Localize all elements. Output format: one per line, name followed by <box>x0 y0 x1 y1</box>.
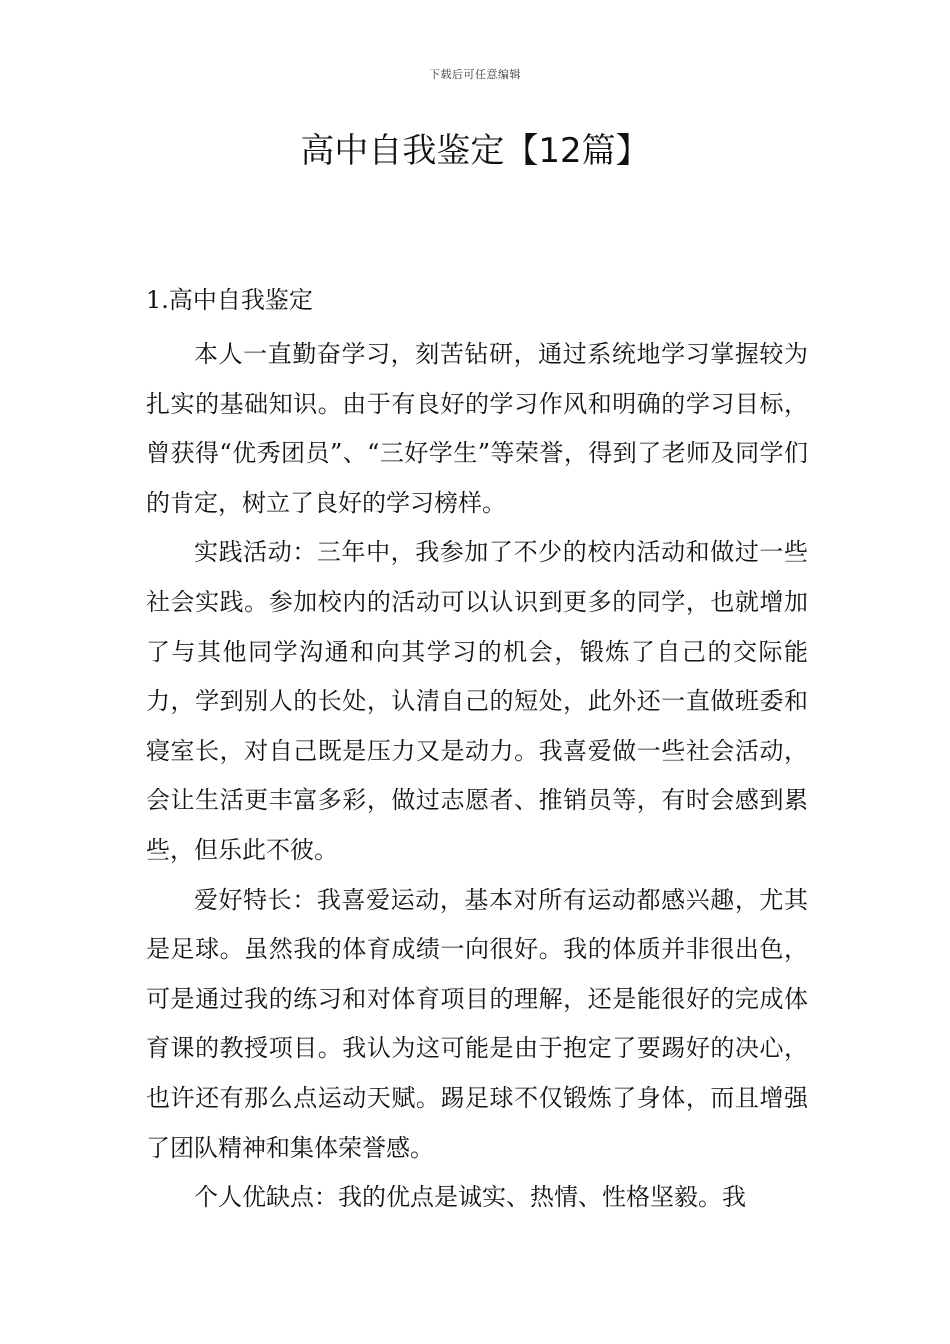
document-title: 高中自我鉴定【12篇】 <box>300 131 650 171</box>
paragraph-practice: 实践活动：三年中，我参加了不少的校内活动和做过一些社会实践。参加校内的活动可以认识到更多的同学，也就增加了与其他同学沟通和向其学习的机会，锻炼了自己的交际能力，学到别人的长处，认清自己的短处，此外还一直做班委和寝室长，对自己既是压力又是动力。我喜爱做一些社会活动，会让生活更丰富多彩，做过志愿者、推销员等，有时会感到累些，但乐此不彼。 <box>146 538 808 864</box>
header-note: 下载后可任意编辑 <box>429 68 521 81</box>
section-heading: 1.高中自我鉴定 <box>146 286 313 314</box>
paragraph-study: 本人一直勤奋学习，刻苦钻研，通过系统地学习掌握较为扎实的基础知识。由于有良好的学习作风和明确的学习目标，曾获得“优秀团员”、“三好学生”等荣誉，得到了老师及同学们的肯定，树立了良好的学习榜样。 <box>146 340 808 517</box>
document-body <box>146 280 808 1223</box>
paragraph-strengths: 个人优缺点：我的优点是诚实、热情、性格坚毅。我 <box>194 1183 746 1212</box>
paragraph-hobbies: 爱好特长：我喜爱运动，基本对所有运动都感兴趣，尤其是足球。虽然我的体育成绩一向很好。我的体质并非很出色，可是通过我的练习和对体育项目的理解，还是能很好的完成体育课的教授项目。我认为这可能是由于抱定了要踢好的决心，也许还有那么点运动天赋。踢足球不仅锻炼了身体，而且增强了团队精神和集体荣誉感。 <box>146 885 808 1162</box>
